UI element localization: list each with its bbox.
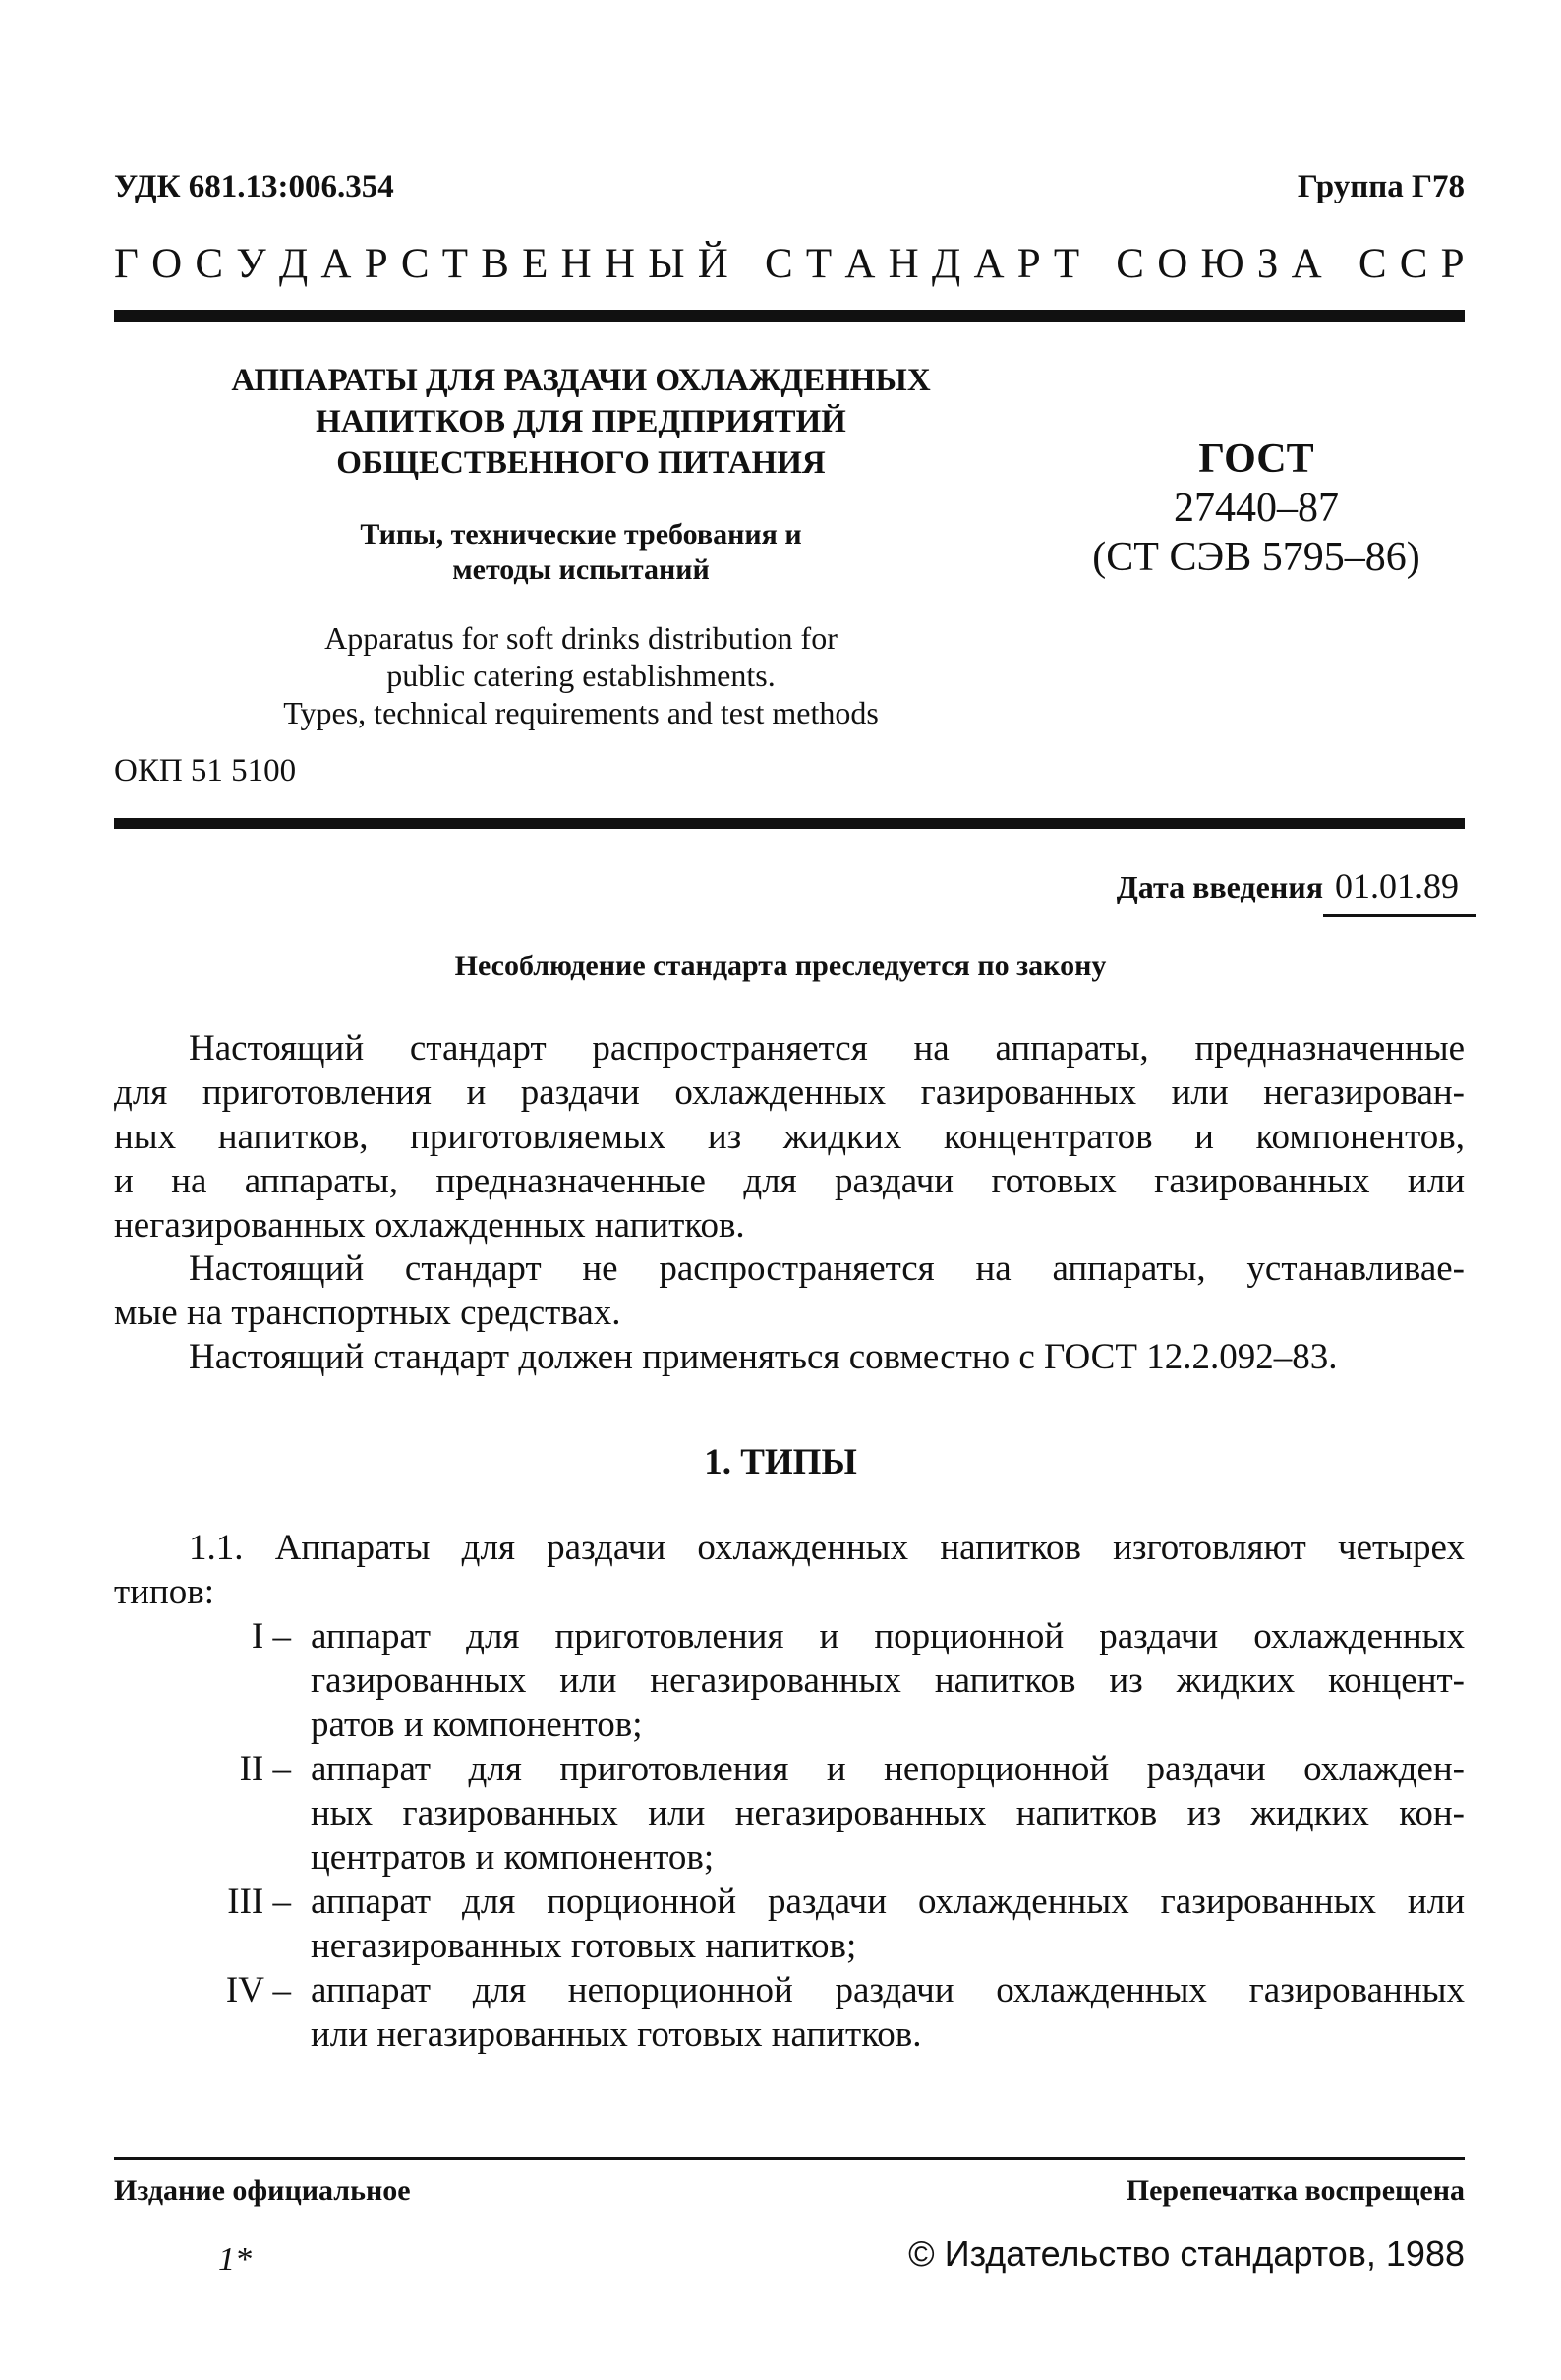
heading-space	[1335, 240, 1346, 288]
gost-number-block	[1050, 435, 1463, 582]
heading-letter: У	[236, 241, 266, 287]
reprint-prohibited-label: Перепечатка воспрещена	[1126, 2175, 1465, 2207]
heading-letter: Т	[1053, 241, 1080, 287]
top-rule	[114, 310, 1465, 322]
text-line: ных газированных или негазированных напитков из жидких кон-	[311, 1793, 1465, 1833]
type-number: III –	[227, 1882, 291, 1922]
middle-rule	[114, 818, 1465, 829]
heading-letter: Ю	[1200, 241, 1244, 287]
heading-space	[1092, 240, 1103, 288]
section-heading: 1. ТИПЫ	[704, 1442, 857, 1482]
text-line: центратов и компонентов;	[311, 1837, 715, 1878]
text-line: Настоящий стандарт распространяется на аппараты, предназначенные	[189, 1028, 1465, 1069]
text-line: аппарат для приготовления и порционной раздачи охлажденных	[311, 1616, 1465, 1656]
list-item	[114, 1880, 1465, 1968]
heading-letter: Г	[114, 241, 139, 287]
type-description	[311, 1968, 1465, 2057]
heading-letter: Р	[364, 241, 388, 287]
type-description	[311, 1747, 1465, 1880]
text-line: для приготовления и раздачи охлажденных газированных или негазирован-	[114, 1073, 1465, 1113]
state-standard-heading	[114, 240, 1465, 288]
text-line: или негазированных готовых напитков.	[311, 2014, 922, 2055]
gost-label: ГОСТ	[1198, 436, 1314, 482]
text-line: ных напитков, приготовляемых из жидких концентратов и компонентов,	[114, 1117, 1465, 1157]
legal-notice: Несоблюдение стандарта преследуется по закону	[454, 950, 1107, 982]
text-line: негазированных готовых напитков;	[311, 1926, 857, 1966]
heading-letter: Д	[931, 241, 961, 287]
text-line: негазированных охлажденных напитков.	[114, 1205, 745, 1246]
text-line: Настоящий стандарт не распространяется на аппараты, устанавливае-	[189, 1248, 1465, 1289]
list-item	[114, 1747, 1465, 1880]
title-line: НАПИТКОВ ДЛЯ ПРЕДПРИЯТИЙ	[316, 404, 846, 439]
title-en-line: Types, technical requirements and test methods	[283, 695, 879, 730]
list-item	[114, 1614, 1465, 1747]
text-line: мые на транспортных средствах.	[114, 1293, 621, 1333]
heading-letter: С	[1116, 241, 1144, 287]
list-item	[114, 1968, 1465, 2057]
copyright-notice: © Издательство стандартов, 1988	[908, 2234, 1465, 2274]
heading-letter: С	[400, 241, 430, 287]
subtitle-line: Типы, технические требования и	[360, 518, 802, 551]
title-block	[193, 360, 969, 731]
title-en-line: Apparatus for soft drinks distribution for	[324, 620, 838, 656]
heading-letter: В	[481, 241, 509, 287]
footer-rule	[114, 2157, 1465, 2160]
heading-letter: О	[1157, 241, 1188, 287]
paragraph-joint-use	[114, 1335, 1465, 1379]
text-line: типов:	[114, 1572, 215, 1612]
gost-number: 27440–87	[1174, 486, 1339, 531]
heading-space	[741, 240, 752, 288]
heading-letter: Е	[522, 241, 549, 287]
heading-letter: А	[320, 241, 352, 287]
heading-letter: Р	[1016, 241, 1041, 287]
heading-letter: Ы	[648, 241, 685, 287]
type-number: I –	[251, 1616, 291, 1656]
text-line: аппарат для приготовления и непорционной раздачи охлажден-	[311, 1749, 1465, 1789]
subtitle-line: методы испытаний	[452, 553, 710, 586]
heading-letter: С	[765, 241, 793, 287]
heading-letter: А	[1291, 241, 1322, 287]
intro-date-label: Дата введения	[1116, 869, 1323, 904]
page-mark: 1*	[218, 2241, 252, 2278]
paragraph-exclusion	[114, 1247, 1465, 1335]
text-line: аппарат для непорционной раздачи охлажденных газированных	[311, 1970, 1465, 2010]
text-line: 1.1. Аппараты для раздачи охлажденных напитков изготовляют четырех	[189, 1528, 1465, 1568]
group-code: Группа Г78	[1297, 169, 1465, 204]
title-line: ОБЩЕСТВЕННОГО ПИТАНИЯ	[336, 445, 826, 481]
text-line: газированных или негазированных напитков из жидких концент-	[311, 1660, 1465, 1701]
heading-letter: Д	[278, 241, 309, 287]
heading-letter: С	[1358, 241, 1387, 287]
heading-letter: Т	[805, 241, 833, 287]
heading-letter: С	[195, 241, 224, 287]
title-en-line: public catering establishments.	[386, 658, 776, 693]
text-line: и на аппараты, предназначенные для раздачи готовых газированных или	[114, 1161, 1465, 1201]
heading-letter: Р	[1440, 241, 1465, 287]
title-ru	[193, 360, 969, 484]
official-edition-label: Издание официальное	[114, 2175, 411, 2207]
heading-letter: З	[1256, 241, 1279, 287]
title-en	[193, 619, 969, 731]
type-number: II –	[239, 1749, 291, 1789]
clause-1-1	[114, 1526, 1465, 1614]
paragraph-scope	[114, 1026, 1465, 1248]
type-description	[311, 1880, 1465, 1968]
subtitle-ru	[193, 517, 969, 588]
date-underline	[1323, 914, 1476, 917]
type-description	[311, 1614, 1465, 1747]
heading-letter: Н	[888, 241, 919, 287]
text-line: ратов и компонентов;	[311, 1705, 643, 1745]
intro-date	[1117, 865, 1459, 906]
heading-letter: О	[151, 241, 183, 287]
udk-code: УДК 681.13:006.354	[114, 169, 394, 204]
st-sev-number: (СТ СЭВ 5795–86)	[1092, 535, 1420, 580]
heading-letter: А	[844, 241, 876, 287]
heading-letter: Н	[604, 241, 635, 287]
types-list	[114, 1614, 1465, 2057]
heading-letter: А	[973, 241, 1005, 287]
heading-letter: Т	[441, 241, 468, 287]
heading-letter: Н	[560, 241, 592, 287]
title-line: АППАРАТЫ ДЛЯ РАЗДАЧИ ОХЛАЖДЕННЫХ	[231, 363, 931, 398]
heading-letter: Й	[697, 241, 728, 287]
intro-date-value: 01.01.89	[1335, 866, 1459, 905]
text-line: аппарат для порционной раздачи охлажденных газированных или	[311, 1882, 1465, 1922]
text-line: Настоящий стандарт должен применяться совместно с ГОСТ 12.2.092–83.	[189, 1337, 1338, 1377]
heading-letter: С	[1399, 241, 1428, 287]
okp-code: ОКП 51 5100	[114, 753, 297, 788]
type-number: IV –	[225, 1970, 291, 2010]
